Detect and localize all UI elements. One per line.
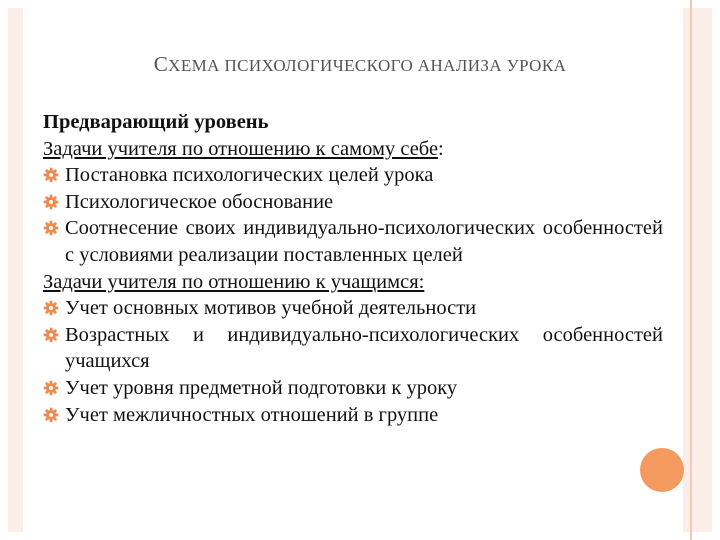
gear-icon (43, 375, 61, 401)
list-item (43, 189, 663, 216)
list-item-text: Постановка психологических целей урока (65, 164, 434, 187)
list-item-text: Соотнесение своих индивидуально-психологических особенностей с условиями реализации поставленных целей (65, 217, 663, 266)
list-item (43, 295, 663, 322)
list-item (43, 162, 663, 189)
gear-icon (43, 189, 61, 215)
section1-title-line (43, 136, 663, 163)
list-item (43, 215, 663, 268)
slide-title (0, 52, 720, 77)
gear-icon (43, 215, 61, 241)
decorative-vertical-line (690, 0, 692, 540)
list-item-text: Учет межличностных отношений в группе (65, 403, 439, 426)
level-heading: Предварающий уровень (43, 111, 269, 133)
list-item (43, 375, 663, 402)
list-item-text: Учет основных мотивов учебной деятельности (65, 297, 477, 320)
gear-icon (43, 402, 61, 428)
section1-title: Задачи учителя по отношению к самому себе (43, 137, 439, 160)
list-item-text: Учет уровня предметной подготовки к уроку (65, 376, 458, 399)
title-first-letter: С (153, 52, 169, 76)
gear-icon (43, 162, 61, 188)
title-rest: ХЕМА ПСИХОЛОГИЧЕСКОГО АНАЛИЗА УРОКА (168, 56, 567, 75)
slide-content (43, 109, 663, 428)
decorative-circle (640, 448, 684, 492)
gear-icon (43, 322, 61, 348)
list-item-text: Возрастных и индивидуально-психологических особенностей учащихся (65, 323, 663, 373)
section2-title: Задачи учителя по отношению к учащимся: (43, 270, 425, 293)
list-item (43, 402, 663, 429)
list-item-text: Психологическое обоснование (65, 190, 334, 213)
list-item (43, 322, 663, 375)
section1-colon: : (438, 137, 444, 160)
gear-icon (43, 295, 61, 321)
